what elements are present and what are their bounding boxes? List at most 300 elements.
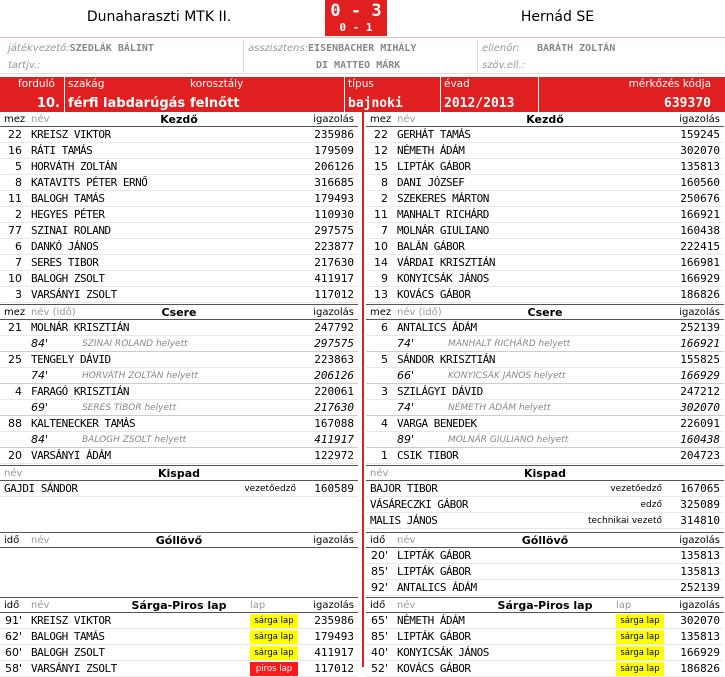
player-name: VARSÁNYI ZSOLT xyxy=(31,288,117,301)
player-id: 206126 xyxy=(314,160,354,173)
shirt-number: 5 xyxy=(15,160,22,173)
player-name: NÉMETH ÁDÁM xyxy=(397,144,465,157)
type-value: bajnoki xyxy=(348,96,403,111)
player-id: 166929 xyxy=(680,272,720,285)
player-id: 302070 xyxy=(680,144,720,157)
staff-id: 167065 xyxy=(680,482,720,495)
mez-header: mez xyxy=(4,307,26,318)
card-row xyxy=(366,629,724,645)
card-row xyxy=(366,613,724,629)
player-row xyxy=(0,175,358,191)
player-row xyxy=(366,448,724,464)
bench-row xyxy=(0,481,358,497)
replaced-player-id: 297575 xyxy=(314,337,354,350)
shirt-number: 14 xyxy=(374,256,388,269)
booked-player-id: 135813 xyxy=(680,630,720,643)
time-header: idő xyxy=(4,535,20,546)
section-title: Kezdő xyxy=(526,113,564,126)
home-cards-header xyxy=(0,598,358,613)
card-minute: 65' xyxy=(370,614,388,627)
name-header: név xyxy=(397,114,416,125)
name-header: név xyxy=(31,114,50,125)
replaced-player: NÉMETH ÁDÁM helyett xyxy=(448,403,551,413)
substitution-detail xyxy=(0,432,358,448)
player-name: SZEKERES MÁRTON xyxy=(397,192,489,205)
season-value: 2012/2013 xyxy=(444,96,515,111)
staff-name: BAJOR TIBOR xyxy=(370,482,438,495)
away-cards-header xyxy=(366,598,724,613)
player-id: 223863 xyxy=(314,353,354,366)
card-row xyxy=(0,613,358,629)
replaced-player-id: 206126 xyxy=(314,369,354,382)
player-row xyxy=(366,320,724,336)
away-starters-list xyxy=(366,127,724,303)
goal-row xyxy=(366,564,724,580)
player-name: GERHÁT TAMÁS xyxy=(397,128,471,141)
card-minute: 58' xyxy=(4,662,22,675)
player-row xyxy=(0,239,358,255)
player-name: KALTENECKER TAMÁS xyxy=(31,417,136,430)
booked-player-id: 235986 xyxy=(314,614,354,627)
assistant-referee-2 xyxy=(316,57,400,74)
player-name: TENGELY DÁVID xyxy=(31,353,111,366)
sub-minute: 74' xyxy=(397,401,415,414)
booked-player-id: 166929 xyxy=(680,646,720,659)
assistant-2-name: DI MATTEO MÁRK xyxy=(316,60,401,71)
card-minute: 91' xyxy=(4,614,22,627)
name-header: név xyxy=(4,468,23,479)
name-time-header: név (idő) xyxy=(31,307,76,318)
goal-minute: 92' xyxy=(370,581,388,594)
inspector-label: ellenőr: xyxy=(482,43,520,54)
branch-value: férfi labdarúgás xyxy=(68,96,186,111)
name-time-header: név (idő) xyxy=(397,307,442,318)
shirt-number: 6 xyxy=(381,321,388,334)
booked-player: KONYICSÁK JÁNOS xyxy=(397,646,489,659)
player-name: VÁRDAI KRISZTIÁN xyxy=(397,256,495,269)
card-minute: 62' xyxy=(4,630,22,643)
replaced-player-id: 411917 xyxy=(314,433,354,446)
yellow-card-badge: sárga lap xyxy=(616,630,664,644)
replaced-player-id: 160438 xyxy=(680,433,720,446)
player-row xyxy=(0,448,358,464)
shirt-number: 25 xyxy=(8,353,22,366)
player-row xyxy=(0,127,358,143)
player-row xyxy=(0,223,358,239)
player-id: 160560 xyxy=(680,176,720,189)
referee-name: SZEDLÁK BÁLINT xyxy=(69,43,154,54)
card-minute: 60' xyxy=(4,646,22,659)
away-team-name: Hernád SE xyxy=(520,9,595,25)
player-row xyxy=(366,175,724,191)
player-id: 166921 xyxy=(680,208,720,221)
shirt-number: 1 xyxy=(381,449,388,462)
replaced-player: SZINAI ROLAND helyett xyxy=(82,339,188,349)
time-header: idő xyxy=(4,600,20,611)
shirt-number: 4 xyxy=(15,385,22,398)
shirt-number: 15 xyxy=(374,160,388,173)
section-title: Sárga-Piros lap xyxy=(131,599,227,612)
away-goals-header xyxy=(366,533,724,548)
card-row xyxy=(0,661,358,677)
final-score: 0 - 3 xyxy=(330,1,382,21)
shirt-number: 6 xyxy=(15,240,22,253)
yellow-card-badge: sárga lap xyxy=(616,614,664,628)
player-id: 223877 xyxy=(314,240,354,253)
staff-role: vezetőedző xyxy=(610,484,662,494)
player-id: 155825 xyxy=(680,353,720,366)
replaced-player: KONYICSÁK JÁNOS helyett xyxy=(448,371,566,381)
booked-player: BALOGH ZSOLT xyxy=(31,646,105,659)
sub-minute: 89' xyxy=(397,433,415,446)
type-label: típus xyxy=(348,78,374,90)
away-starters-header xyxy=(366,112,724,127)
player-name: SÁNDOR KRISZTIÁN xyxy=(397,353,495,366)
section-title: Kezdő xyxy=(160,113,198,126)
player-name: HORVÁTH ZOLTÁN xyxy=(31,160,117,173)
scorer-name: ANTALICS ÁDÁM xyxy=(397,581,477,594)
player-id: 220061 xyxy=(314,385,354,398)
player-name: SZINAI ROLAND xyxy=(31,224,111,237)
player-id: 135813 xyxy=(680,160,720,173)
scorer-id: 135813 xyxy=(680,565,720,578)
substitution-detail xyxy=(0,336,358,352)
player-name: DANI JÓZSEF xyxy=(397,176,465,189)
booked-player: VARSÁNYI ZSOLT xyxy=(31,662,117,675)
player-row xyxy=(366,271,724,287)
player-name: DANKÓ JÁNOS xyxy=(31,240,99,253)
branch-label: szakág xyxy=(68,78,105,90)
shirt-number: 3 xyxy=(381,385,388,398)
inspector-name: BARÁTH ZOLTÁN xyxy=(537,43,616,54)
id-header: igazolás xyxy=(313,114,354,125)
booked-player-id: 117012 xyxy=(314,662,354,675)
replaced-player-id: 302070 xyxy=(680,401,720,414)
player-row xyxy=(0,384,358,400)
name-header: név xyxy=(397,600,416,611)
player-name: LIPTÁK GÁBOR xyxy=(397,160,471,173)
booked-player-id: 186826 xyxy=(680,662,720,675)
yellow-card-badge: sárga lap xyxy=(250,614,298,628)
section-title: Csere xyxy=(527,306,563,319)
sub-minute: 84' xyxy=(31,337,49,350)
player-name: KATAVITS PÉTER ERNŐ xyxy=(31,176,148,189)
name-header: név xyxy=(31,600,50,611)
player-name: VARSÁNYI ÁDÁM xyxy=(31,449,111,462)
id-header: igazolás xyxy=(679,307,720,318)
player-id: 252139 xyxy=(680,321,720,334)
player-name: MOLNÁR KRISZTIÁN xyxy=(31,321,129,334)
federation-inspector-label: szöv.ell.: xyxy=(482,60,526,71)
player-name: MANHALT RICHÁRD xyxy=(397,208,489,221)
sub-minute: 84' xyxy=(31,433,49,446)
name-header: név xyxy=(31,535,50,546)
shirt-number: 22 xyxy=(374,128,388,141)
name-header: név xyxy=(397,535,416,546)
player-id: 222415 xyxy=(680,240,720,253)
staff-id: 160589 xyxy=(314,482,354,495)
divider xyxy=(477,40,478,74)
player-id: 235986 xyxy=(314,128,354,141)
player-name: VARGA BENEDEK xyxy=(397,417,477,430)
name-header: név xyxy=(370,468,389,479)
yellow-card-badge: sárga lap xyxy=(250,646,298,660)
home-goals-header xyxy=(0,533,358,548)
id-header: igazolás xyxy=(679,114,720,125)
assistant-referee-1 xyxy=(248,40,416,57)
replaced-player: SERES TIBOR helyett xyxy=(82,403,177,413)
booked-player-id: 179493 xyxy=(314,630,354,643)
divider xyxy=(243,40,244,74)
home-starters-header xyxy=(0,112,358,127)
staff-role: technikai vezető xyxy=(587,516,662,526)
section-title: Sárga-Piros lap xyxy=(497,599,593,612)
shirt-number: 10 xyxy=(374,240,388,253)
player-id: 160438 xyxy=(680,224,720,237)
match-code-value: 639370 xyxy=(664,96,711,111)
player-row xyxy=(0,287,358,303)
player-name: SZILÁGYI DÁVID xyxy=(397,385,483,398)
season-cell xyxy=(441,77,539,112)
player-row xyxy=(366,287,724,303)
mez-header: mez xyxy=(370,114,392,125)
shirt-number: 7 xyxy=(381,224,388,237)
card-row xyxy=(0,629,358,645)
booked-player-id: 302070 xyxy=(680,614,720,627)
section-gap xyxy=(0,497,358,533)
player-name: HEGYES PÉTER xyxy=(31,208,105,221)
player-id: 226091 xyxy=(680,417,720,430)
player-name: MOLNÁR GIULIANO xyxy=(397,224,489,237)
round-label: forduló xyxy=(18,78,55,90)
mez-header: mez xyxy=(4,114,26,125)
player-name: RÁTI TAMÁS xyxy=(31,144,93,157)
booked-player: BALOGH TAMÁS xyxy=(31,630,105,643)
player-row xyxy=(0,352,358,368)
shirt-number: 7 xyxy=(15,256,22,269)
shirt-number: 77 xyxy=(8,224,22,237)
officials-panel xyxy=(0,40,725,74)
substitution-detail xyxy=(0,400,358,416)
card-row xyxy=(0,645,358,661)
player-row xyxy=(366,191,724,207)
player-id: 247792 xyxy=(314,321,354,334)
player-id: 159245 xyxy=(680,128,720,141)
player-row xyxy=(366,143,724,159)
round-cell xyxy=(0,77,65,112)
player-row xyxy=(366,159,724,175)
goal-minute: 20' xyxy=(370,549,388,562)
player-id: 411917 xyxy=(314,272,354,285)
yellow-card-badge: sárga lap xyxy=(616,646,664,660)
staff-name: MALIS JÁNOS xyxy=(370,514,438,527)
player-row xyxy=(366,384,724,400)
player-id: 117012 xyxy=(314,288,354,301)
bench-row xyxy=(366,513,724,529)
id-header: igazolás xyxy=(313,600,354,611)
home-goals-list xyxy=(0,548,358,598)
staff-role: vezetőedző xyxy=(244,484,296,494)
fourth-official xyxy=(8,57,41,74)
staff-id: 325089 xyxy=(680,498,720,511)
goal-row xyxy=(366,580,724,596)
staff-name: VÁSÁRECZKI GÁBOR xyxy=(370,498,468,511)
player-id: 186826 xyxy=(680,288,720,301)
replaced-player: MANHALT RICHÁRD helyett xyxy=(448,339,571,349)
player-id: 179509 xyxy=(314,144,354,157)
age-group-label: korosztály xyxy=(190,78,244,90)
column-divider xyxy=(362,112,364,667)
away-column xyxy=(366,112,724,677)
card-row xyxy=(366,645,724,661)
scorer-name: LIPTÁK GÁBOR xyxy=(397,565,471,578)
shirt-number: 9 xyxy=(381,272,388,285)
booked-player-id: 411917 xyxy=(314,646,354,659)
bench-row xyxy=(366,481,724,497)
home-column xyxy=(0,112,358,677)
player-id: 204723 xyxy=(680,449,720,462)
referee-label: játékvezető: xyxy=(8,43,70,54)
yellow-card-badge: sárga lap xyxy=(616,662,664,676)
player-name: KREISZ VIKTOR xyxy=(31,128,111,141)
replaced-player-id: 217630 xyxy=(314,401,354,414)
home-team-name: Dunaharaszti MTK II. xyxy=(86,9,232,25)
away-cards-list xyxy=(366,613,724,677)
player-id: 250676 xyxy=(680,192,720,205)
card-header: lap xyxy=(250,600,266,611)
round-value: 10. xyxy=(36,96,60,111)
substitution-detail xyxy=(366,432,724,448)
shirt-number: 88 xyxy=(8,417,22,430)
shirt-number: 8 xyxy=(381,176,388,189)
shirt-number: 10 xyxy=(8,272,22,285)
home-cards-list xyxy=(0,613,358,677)
shirt-number: 21 xyxy=(8,321,22,334)
sub-minute: 74' xyxy=(31,369,49,382)
player-name: CSIK TIBOR xyxy=(397,449,459,462)
substitution-detail xyxy=(366,336,724,352)
player-id: 316685 xyxy=(314,176,354,189)
match-info-bar xyxy=(0,77,725,112)
shirt-number: 4 xyxy=(381,417,388,430)
booked-player: NÉMETH ÁDÁM xyxy=(397,614,465,627)
player-id: 166981 xyxy=(680,256,720,269)
yellow-card-badge: sárga lap xyxy=(250,630,298,644)
card-minute: 52' xyxy=(370,662,388,675)
player-row xyxy=(366,127,724,143)
scorer-id: 252139 xyxy=(680,581,720,594)
booked-player: KOVÁCS GÁBOR xyxy=(397,662,471,675)
booked-player: LIPTÁK GÁBOR xyxy=(397,630,471,643)
player-row xyxy=(0,191,358,207)
match-header xyxy=(0,0,725,38)
federation-inspector xyxy=(482,57,525,74)
shirt-number: 12 xyxy=(374,144,388,157)
away-subs-header xyxy=(366,305,724,320)
goal-row xyxy=(366,548,724,564)
player-id: 247212 xyxy=(680,385,720,398)
section-title: Kispad xyxy=(157,467,200,480)
match-code-label: mérkőzés kódja xyxy=(628,78,711,90)
player-name: BALOGH TAMÁS xyxy=(31,192,105,205)
card-header: lap xyxy=(616,600,632,611)
card-row xyxy=(366,661,724,677)
time-header: idő xyxy=(370,600,386,611)
player-name: BALOGH ZSOLT xyxy=(31,272,105,285)
away-subs-list xyxy=(366,320,724,464)
player-id: 179493 xyxy=(314,192,354,205)
sub-minute: 66' xyxy=(397,369,415,382)
player-id: 110930 xyxy=(314,208,354,221)
type-cell xyxy=(345,77,441,112)
id-header: igazolás xyxy=(679,535,720,546)
home-subs-header xyxy=(0,305,358,320)
age-group-value: felnőtt xyxy=(190,96,240,111)
replaced-player-id: 166929 xyxy=(680,369,720,382)
score-box xyxy=(325,0,387,36)
shirt-number: 11 xyxy=(374,208,388,221)
player-row xyxy=(0,416,358,432)
replaced-player: HORVÁTH ZOLTÁN helyett xyxy=(82,371,199,381)
player-id: 122972 xyxy=(314,449,354,462)
shirt-number: 2 xyxy=(15,208,22,221)
match-inspector xyxy=(482,40,615,57)
shirt-number: 22 xyxy=(8,128,22,141)
player-row xyxy=(0,143,358,159)
shirt-number: 5 xyxy=(381,353,388,366)
shirt-number: 20 xyxy=(8,449,22,462)
fourth-official-label: tartjv.: xyxy=(8,60,41,71)
shirt-number: 2 xyxy=(381,192,388,205)
assistant-label: asszisztens: xyxy=(248,43,309,54)
booked-player: KREISZ VIKTOR xyxy=(31,614,111,627)
section-title: Góllövő xyxy=(155,534,203,547)
player-id: 167088 xyxy=(314,417,354,430)
category-cell xyxy=(65,77,345,112)
away-bench-list xyxy=(366,481,724,529)
staff-name: GAJDI SÁNDOR xyxy=(4,482,78,495)
match-code-cell xyxy=(539,77,725,112)
sub-minute: 69' xyxy=(31,401,49,414)
card-minute: 40' xyxy=(370,646,388,659)
player-name: FARAGÓ KRISZTIÁN xyxy=(31,385,129,398)
player-row xyxy=(366,255,724,271)
substitution-detail xyxy=(0,368,358,384)
player-name: BALÁN GÁBOR xyxy=(397,240,465,253)
section-title: Góllövő xyxy=(521,534,569,547)
replaced-player-id: 166921 xyxy=(680,337,720,350)
shirt-number: 3 xyxy=(15,288,22,301)
mez-header: mez xyxy=(370,307,392,318)
card-minute: 85' xyxy=(370,630,388,643)
sub-minute: 74' xyxy=(397,337,415,350)
player-id: 297575 xyxy=(314,224,354,237)
replaced-player: MOLNÁR GIULIANO helyett xyxy=(448,435,569,445)
player-row xyxy=(0,320,358,336)
player-name: ANTALICS ÁDÁM xyxy=(397,321,477,334)
shirt-number: 16 xyxy=(8,144,22,157)
shirt-number: 13 xyxy=(374,288,388,301)
home-subs-list xyxy=(0,320,358,464)
season-label: évad xyxy=(444,78,470,90)
player-id: 217630 xyxy=(314,256,354,269)
bench-row xyxy=(366,497,724,513)
home-starters-list xyxy=(0,127,358,303)
player-row xyxy=(0,159,358,175)
shirt-number: 11 xyxy=(8,192,22,205)
id-header: igazolás xyxy=(313,307,354,318)
substitution-detail xyxy=(366,400,724,416)
